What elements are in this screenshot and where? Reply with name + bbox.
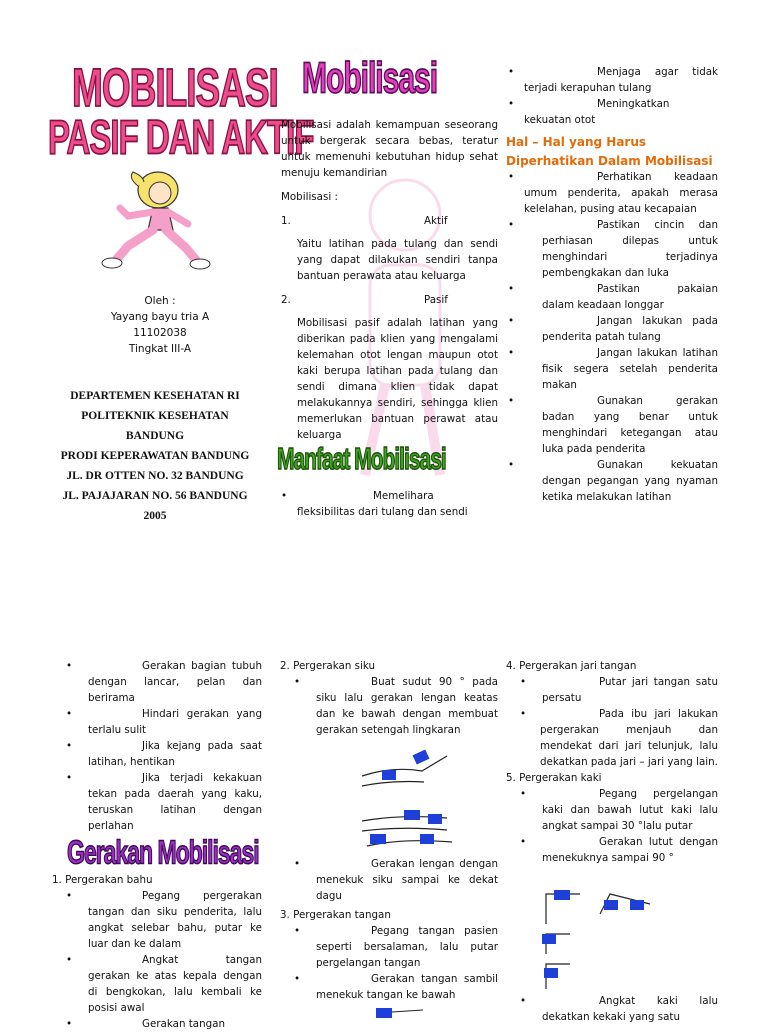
- list-item: • Angkat tangan gerakan ke atas kepala dengan di bengkokan, lalu kembali ke posisi awal: [66, 952, 262, 1016]
- list-item: • Jangan lakukan pada penderita patah tulang: [508, 313, 718, 345]
- page2-mid-column-lower: [294, 856, 498, 904]
- leg-exercise-illustration: [540, 884, 680, 994]
- list-label: Mobilisasi :: [281, 191, 338, 203]
- institution-line: 2005: [143, 510, 167, 522]
- list-item: • Gerakan bagian tubuh dengan lancar, pelan dan berirama: [66, 658, 262, 706]
- running-girl-illustration: [98, 168, 218, 278]
- list-item: • Gerakan lengan dengan menekuk siku sampai ke dekat dagu: [294, 856, 498, 904]
- list-item: • Menjaga agar tidak terjadi kerapuhan tulang: [508, 64, 718, 96]
- benefit-heading: Manfaat Mobilisasi: [277, 443, 446, 477]
- item1-number: 1.: [281, 215, 291, 227]
- section-title-fingers: 4. Pergerakan jari tangan: [506, 660, 637, 672]
- list-item: • Gunakan gerakan badan yang benar untuk menghindari ketegangan atau luka pada penderita: [508, 393, 718, 457]
- middle-column: [281, 117, 498, 443]
- list-item: • Gerakan tangan: [66, 1016, 262, 1032]
- page2-mid-column: [280, 658, 498, 738]
- list-item: • Buat sudut 90 ° pada siku lalu gerakan lengan keatas dan ke bawah dengan membuat gerakan setengah lingkaran: [294, 674, 498, 738]
- section-title-legs: 5. Pergerakan kaki: [506, 772, 602, 784]
- hand-exercise-illustration: [368, 1004, 428, 1024]
- item1-row: [281, 213, 498, 229]
- list-item: • Gerakan lutut dengan menekuknya sampai 90 °: [520, 834, 718, 866]
- page2-right-column: [506, 658, 718, 866]
- author-level: Tingkat III-A: [128, 343, 192, 355]
- author-label: Oleh :: [144, 295, 176, 307]
- precaution-heading-line1: Hal – Hal yang Harus: [506, 135, 647, 149]
- list-item: • Memelihara fleksibilitas dari tulang dan sendi: [281, 488, 476, 520]
- intro-paragraph: Mobilisasi adalah kemampuan seseorang untuk bergerak secara bebas, teratur untuk memenuhi kebutuhan hidup sehat menuju kemandirian: [281, 119, 498, 179]
- institution-line: JL. PAJAJARAN NO. 56 BANDUNG: [62, 490, 248, 502]
- institution-line: JL. DR OTTEN NO. 32 BANDUNG: [66, 470, 244, 482]
- cover-title-line1: MOBILISASI: [72, 58, 278, 118]
- right-column: [508, 64, 718, 505]
- list-item: • Pastikan pakaian dalam keadaan longgar: [508, 281, 718, 313]
- list-item: • Perhatikan keadaan umum penderita, apakah merasa kelelahan, pusing atau kecapaian: [508, 169, 718, 217]
- list-item: • Jangan lakukan latihan fisik segera setelah penderita makan: [508, 345, 718, 393]
- precaution-heading-line2: Diperhatikan Dalam Mobilisasi: [506, 154, 713, 168]
- list-item: • Pegang pergerakan tangan dan siku penderita, lalu angkat selebar bahu, putar ke luar dan ke dalam: [66, 888, 262, 952]
- list-item: • Pegang pergelangan kaki dan bawah lutut kaki lalu angkat sampai 30 °lalu putar: [520, 786, 718, 834]
- page2-right-column-lower: [520, 993, 718, 1025]
- author-name: Yayang bayu tria A: [110, 311, 210, 323]
- list-item: • Pastikan cincin dan perhiasan dilepas untuk menghindari terjadinya pembengkakan dan luka: [508, 217, 718, 281]
- list-item: • Jika terjadi kekakuan tekan pada daerah yang kaku, teruskan latihan dengan perlahan: [66, 770, 262, 834]
- section-title-shoulder: 1. Pergerakan bahu: [52, 874, 153, 886]
- item2-text: Mobilisasi pasif adalah latihan yang diberikan pada klien yang mengalami kelemahan otot lengan maupun otot kaki berupa latihan pada tulang dan sendi dimana klien tidak dapat melakukannya sendiri, sehingga klien memerlukan bantuan perawat atau keluarga: [297, 317, 498, 441]
- list-item: • Hindari gerakan yang terlalu sulit: [66, 706, 262, 738]
- benefit-list: [281, 488, 476, 520]
- page2-left-column: [66, 658, 262, 834]
- item2-row: [281, 292, 498, 308]
- list-item: • Angkat kaki lalu dekatkan kekaki yang satu: [520, 993, 718, 1025]
- item2-title: Pasif: [424, 294, 448, 306]
- list-item: • Putar jari tangan satu persatu: [520, 674, 718, 706]
- author-block: [60, 293, 260, 357]
- cover-title-line2: PASIF DAN AKTIF: [48, 110, 314, 164]
- list-item: • Gunakan kekuatan dengan pegangan yang nyaman ketika melakukan latihan: [508, 457, 718, 505]
- list-item: • Jika kejang pada saat latihan, hentikan: [66, 738, 262, 770]
- institution-line: DEPARTEMEN KESEHATAN RI: [70, 390, 240, 402]
- institution-line: POLITEKNIK KESEHATAN: [81, 410, 229, 422]
- list-item: • Gerakan tangan sambil menekuk tangan ke bawah: [294, 971, 498, 1003]
- institution-block: [40, 386, 270, 526]
- item1-title: Aktif: [424, 215, 448, 227]
- list-item: • Pegang tangan pasien seperti bersalaman, lalu putar pergelangan tangan: [294, 923, 498, 971]
- hand-section: [280, 907, 498, 1003]
- movement-heading: Gerakan Mobilisasi: [67, 833, 259, 871]
- section-title-elbow: 2. Pergerakan siku: [280, 660, 376, 672]
- institution-line: PRODI KEPERAWATAN BANDUNG: [60, 450, 250, 462]
- section-title-hand: 3. Pergerakan tangan: [280, 909, 391, 921]
- item2-number: 2.: [281, 294, 291, 306]
- list-item: • Meningkatkan kekuatan otot: [508, 96, 718, 128]
- list-item: • Pada ibu jari lakukan pergerakan menjauh dan mendekat dari jari telunjuk, lalu dekatkan pada jari – jari yang lain.: [520, 706, 718, 770]
- elbow-exercise-illustration: [352, 746, 462, 856]
- shoulder-section: [52, 872, 262, 1032]
- item1-text: Yaitu latihan pada tulang dan sendi yang dapat dilakukan sendiri tanpa bantuan perawata atau keluarga: [297, 238, 498, 282]
- author-nim: 11102038: [133, 327, 187, 339]
- middle-heading: Mobilisasi: [302, 55, 438, 103]
- institution-line: BANDUNG: [125, 430, 185, 442]
